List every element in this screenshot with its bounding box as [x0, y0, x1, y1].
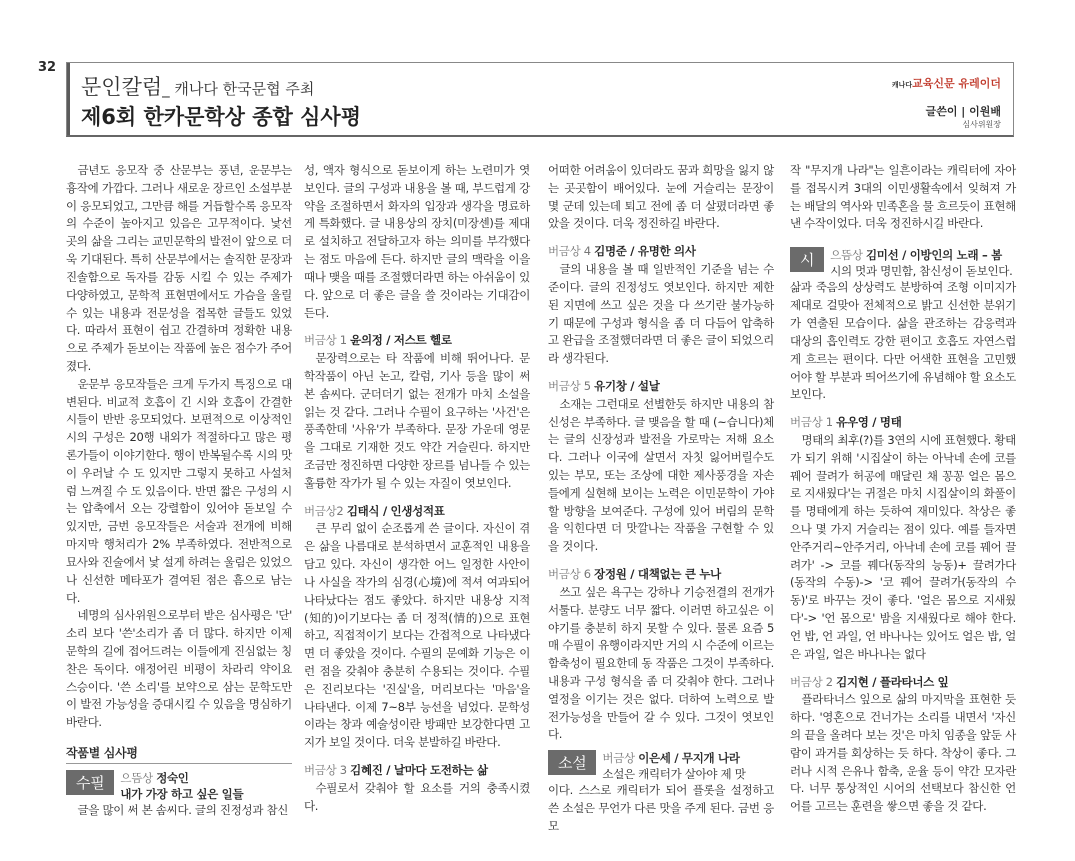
paragraph: 삶과 죽음의 상상력도 분방하여 조형 이미지가 제대로 걸맞아 전체적으로 밝고 신선한 분위기가 연출된 모습이다. 삶을 관조하는 감응력과 대상의 흡인력도 강한 편이고 호흡도 자연스럽게 흐르는 편이다. 다만 어색한 표현을 고민했어야 할 부분과 띄어쓰기에 유념해야 할 요소도 보인다. [790, 280, 1016, 402]
award-label: 버금상 6 [548, 567, 591, 582]
paragraph: 플라타너스 잎으로 삶의 마지막을 표현한 듯하다. '영혼으로 건너가는 소리를 내면서 '자신의 끝을 올려다 보는 것'은 마치 임종을 앞둔 사람이 과거를 회상하는 듯 하다. 착상이 좋다. 그러나 시적 은유나 함축, 운율 등이 약간 모자란다. 너무 통상적인 시어의 선택보다 참신한 언어를 고르는 훈련을 쌓으면 좋을 것 같다. [790, 692, 1016, 814]
winner-name: 이은세 / 무지개 나라 [638, 751, 740, 766]
paragraph: 글의 내용을 볼 때 일반적인 기준을 넘는 수준이다. 글의 진정성도 엿보인다. 하지만 제한된 지면에 쓰고 싶은 것을 다 쓰기란 불가능하기 때문에 구성과 형식을 좀 더 다듬어 압축하고 완급을 조절했더라면 더 좋은 글이 되었으리라 생각된다. [548, 262, 774, 366]
award-heading [790, 414, 1016, 432]
award-name: 유기창 / 설날 [594, 378, 660, 393]
paragraph: 명태의 최후(?)를 3연의 시에 표현했다. 황태가 되기 위해 '시집살이 하는 아낙네 손에 코를 꿰어 끌려가 허공에 매달린 채 꽁꽁 얼은 몸으로 지새웠다'는 귀절은 마치 시집살이의 화풀이를 명태에게 하는 듯하여 재미있다. 착상은 좋으나 몇 가지 거슬리는 점이 있다. 예를 들자면 안주거리~안주거리, 아낙네 손에 코를 꿰어 끌려가' -> 코를 꿰다(동작의 능동)+ 끌려가다(동작의 수동)-> '코 꿰어 끌려가(동작의 수동)'로 바꾸는 것이 좋다. '얼은 몸으로 지새웠다'-> '언 몸으로' 밤을 지새웠다로 해야 한다. 언 밥, 언 과일, 언 바나나는 있어도 얼은 밥, 얼은 과일, 얼은 바나나는 없다 [790, 432, 1016, 661]
paragraph: 작 "무지개 나라"는 일흔이라는 캐릭터에 자아를 접목시켜 3대의 이민생활속에서 잊혀져 가는 배달의 역사와 민족혼을 물 흐르듯이 표현해낸 수작이었다. 더욱 정진하시길 바란다. [790, 163, 1016, 231]
column-1 [66, 162, 292, 820]
column-3 [548, 162, 774, 836]
column-name: 문인칼럼 [81, 75, 163, 99]
author-role: 심사위원장 [962, 120, 1001, 129]
award-name: 윤의정 / 저스트 헬로 [350, 333, 452, 348]
rank-label: 버금상 [602, 751, 635, 766]
genre-badge-poem: 시 [790, 247, 824, 272]
winner-name: 정숙인 [156, 771, 189, 785]
award-label: 버금상 4 [548, 244, 591, 259]
award-name: 김태식 / 인생성적표 [346, 503, 445, 518]
award-label: 버금상 1 [304, 333, 347, 348]
award-label: 버금상 1 [790, 415, 833, 430]
award-heading [304, 503, 530, 521]
paragraph: 네명의 심사위원으로부터 받은 심사평은 '단' 소리 보다 '쓴'소리가 좀 더 많다. 하지만 이제 문학의 길에 접어드려는 이들에게 진심없는 칭찬은 독이다. 애정어린 비평이 차라리 약이요 스승이다. '쓴 소리'를 보약으로 삼는 문학도만이 발전 가능성을 증대시킬 수 있음을 명심하기 바란다. [66, 608, 292, 730]
winner-info [120, 770, 243, 802]
genre-badge-essay: 수필 [66, 770, 114, 795]
award-heading [790, 674, 1016, 692]
brand-name: 교육신문 [912, 77, 955, 90]
brand-small: 캐나다 [891, 81, 913, 89]
award-heading [548, 243, 774, 261]
byline: 글쓴이 | 이원배 [925, 105, 1001, 118]
novel-winner [548, 750, 774, 782]
paragraph: 성, 액자 형식으로 돋보이게 하는 노련미가 엿보인다. 글의 구성과 내용을 볼 때, 부드럽게 강약을 조절하면서 화자의 입장과 생각을 명료하게 특화했다. 글 내용상의 장치(미장센)를 제대로 설치하고 전달하고자 하는 의미를 부각했다는 점도 마음에 든다. 하지만 글의 맥락을 이을 때나 맺을 때를 조절했더라면 하는 아쉬움이 있다. 앞으로 더 좋은 글을 쓸 것이라는 기대감이 든다. [304, 163, 530, 320]
award-label: 버금상2 [304, 503, 344, 518]
award-label: 버금상 3 [304, 763, 347, 777]
column-2 [304, 162, 530, 815]
award-heading [548, 378, 774, 396]
rank-label: 으뜸상 [830, 248, 863, 263]
headline: 제6회 한카문학상 종합 심사평 [81, 105, 361, 129]
column-4 [790, 162, 1016, 816]
column-header [66, 62, 1014, 137]
essay-winner [66, 770, 292, 802]
award-name: 김지현 / 플라타너스 잎 [836, 674, 949, 689]
paragraph: 운문부 응모작들은 크게 두가지 특징으로 대변된다. 비교적 호흡이 긴 시와 호흡이 간결한 시들이 반반 응모되었다. 보편적으로 이상적인 시의 구성은 20행 내외가 적절하다고 많은 평론가들이 이야기한다. 행이 반복될수록 시의 맛이 우러날 수 도 있지만 그렇지 못하고 사설처럼 느껴질 수 도 있음이다. 반면 짧은 구성의 시는 압축에서 오는 강렬함이 있어야 돋보일 수 있지만, 금번 응모작들은 서술과 전개에 비해 마지막 행처리가 2% 부족하였다. 전반적으로 묘사와 진술에서 낯 설게 하려는 울림은 있었으나 신선한 메타포가 결여된 점은 흠으로 남는다. [66, 376, 292, 605]
award-name: 유우영 / 명태 [836, 415, 902, 430]
award-name: 김명준 / 유명한 의사 [594, 244, 696, 259]
brand-suffix: 유레이더 [958, 77, 1001, 90]
genre-badge-novel: 소설 [548, 750, 596, 775]
paragraph: 수필로서 갖춰야 할 요소를 거의 충족시켰다. [304, 780, 530, 813]
winner-info [830, 247, 1012, 279]
section-heading: 작품별 심사평 [66, 744, 292, 764]
winner-name: 김미선 / 이방인의 노래 – 봄 [866, 248, 1002, 263]
paragraph: 금년도 응모작 중 산문부는 풍년, 운문부는 흉작에 가깝다. 그러나 새로운 장르인 소설부분이 응모되었고, 그만큼 해를 거듭할수록 응모작의 수준이 높아지고 있음은 고무적이다. 낯선 곳의 삶을 그리는 교민문학의 발전이 앞으로 더욱 기대된다. 특히 산문부에서는 솔직한 문장과 진솔함으로 독자를 감동 시킬 수 있는 주제가 다양하였고, 문학적 표현면에서도 가슴을 울릴 수 있는 내용과 전문성을 접목한 글들도 있었다. 따라서 표현이 쉽고 간결하며 정확한 내용으로 주제가 돋보이는 작품에 높은 점수가 주어졌다. [66, 163, 292, 373]
rank-label: 으뜸상 [120, 771, 153, 785]
award-heading [304, 332, 530, 350]
award-label: 버금상 2 [790, 674, 833, 689]
paragraph: 어떠한 어려움이 있더라도 꿈과 희망을 잃지 않는 곳곳함이 배어있다. 눈에 거슬리는 문장이 몇 군데 있는데 퇴고 전에 좀 더 살폈더라면 좋았을 것이다. 더욱 정진하길 바란다. [548, 163, 774, 231]
paragraph: 큰 무리 없이 순조롭게 쓴 글이다. 자신이 겪은 삶을 나름대로 분석하면서 교훈적인 내용을 담고 있다. 자신이 생각한 어느 일정한 사안이나 사실을 작가의 심경(心境)에 적셔 여과되어 나타났다는 점도 좋았다. 하지만 내용상 지적(知的)이기보다는 좀 더 정적(情的)으로 표현하고, 직접적이기 보다는 간접적으로 나타냈다면 더 좋았을 것이다. 수필의 문예화 기능은 이런 점을 갖춰야 충분히 수용되는 것이다. 수필은 진리보다는 '진실'을, 머리보다는 '마음'을 나타낸다. 이제 7~8부 능선을 넘었다. 문학성이라는 창과 예술성이란 방패만 보강한다면 고지가 보일 것이다. 더욱 분발하길 바란다. [304, 521, 530, 750]
column-host: _ 캐나다 한국문협 주최 [162, 80, 315, 98]
award-name: 장정원 / 대책없는 큰 누나 [594, 567, 721, 582]
paragraph-start: 시의 멋과 명민함, 참신성이 돋보인다. [830, 264, 1013, 279]
award-name: 김혜진 / 날마다 도전하는 삶 [350, 763, 488, 777]
poem-winner [790, 247, 1016, 279]
award-heading [304, 762, 530, 780]
work-title: 내가 가장 하고 싶은 일들 [120, 787, 244, 802]
winner-info [602, 750, 745, 782]
paragraph: 쓰고 싶은 욕구는 강하나 기승전결의 전개가 서툴다. 분량도 너무 짧다. 이러면 하고싶은 이야기를 충분히 하지 못할 수 있다. 물론 요즘 5매 수필이 유행이라지만 거의 시 수준에 이르는 함축성이 필요한데 동 작품은 그것이 부족하다. 내용과 구성 형식을 좀 더 갖춰야 한다. 그러나 열정을 이기는 것은 없다. 더하여 노력으로 발전가능성을 만들어 갈 수 있다. 그것이 엿보인다. [548, 584, 774, 742]
page-number: 32 [38, 60, 57, 75]
award-heading [548, 566, 774, 584]
award-label: 버금상 5 [548, 378, 591, 393]
paragraph: 글을 많이 써 본 솜씨다. 글의 진정성과 참신 [77, 803, 289, 818]
paragraph-start: 소설은 캐릭터가 살아야 제 맛 [602, 767, 746, 782]
paragraph: 이다. 스스로 캐릭터가 되어 플롯을 설정하고 쓴 소설은 무언가 다른 맛을 주게 된다. 금번 응모 [548, 783, 774, 833]
paragraph: 문장력으로는 타 작품에 비해 뛰어나다. 문학작품이 아닌 논고, 칼럼, 기사 등을 많이 써 본 솜씨다. 군더더기 없는 전개가 마치 소설을 읽는 것 같다. 그러나 수필이 요구하는 '사건'은 풍족한데 '사유'가 부족하다. 문장 가운데 영문을 그대로 기재한 것도 약간 거슬린다. 하지만 조금만 정진하면 다양한 장르를 넘나들 수 있는 훌륭한 작가가 될 수 있는 자질이 엿보인다. [304, 351, 530, 490]
paragraph: 소재는 그런대로 선별한듯 하지만 내용의 참신성은 부족하다. 글 맺음을 할 때 (~습니다)체는 글의 신장성과 발전을 가로막는 저해 요소다. 그러나 이국에 살면서 자칫 잃어버릴수도 있는 부모, 또는 조상에 대한 제사풍경을 자손들에게 실현해 보이는 노력은 이민문학이 가야할 방향을 보여준다. 구성에 있어 버림의 문학을 익힌다면 더 맛깔나는 작품을 구현할 수 있을 것이다. [548, 396, 774, 554]
header-accent-bar [67, 63, 70, 135]
publication-brand [892, 75, 1001, 91]
column-title [81, 71, 314, 101]
